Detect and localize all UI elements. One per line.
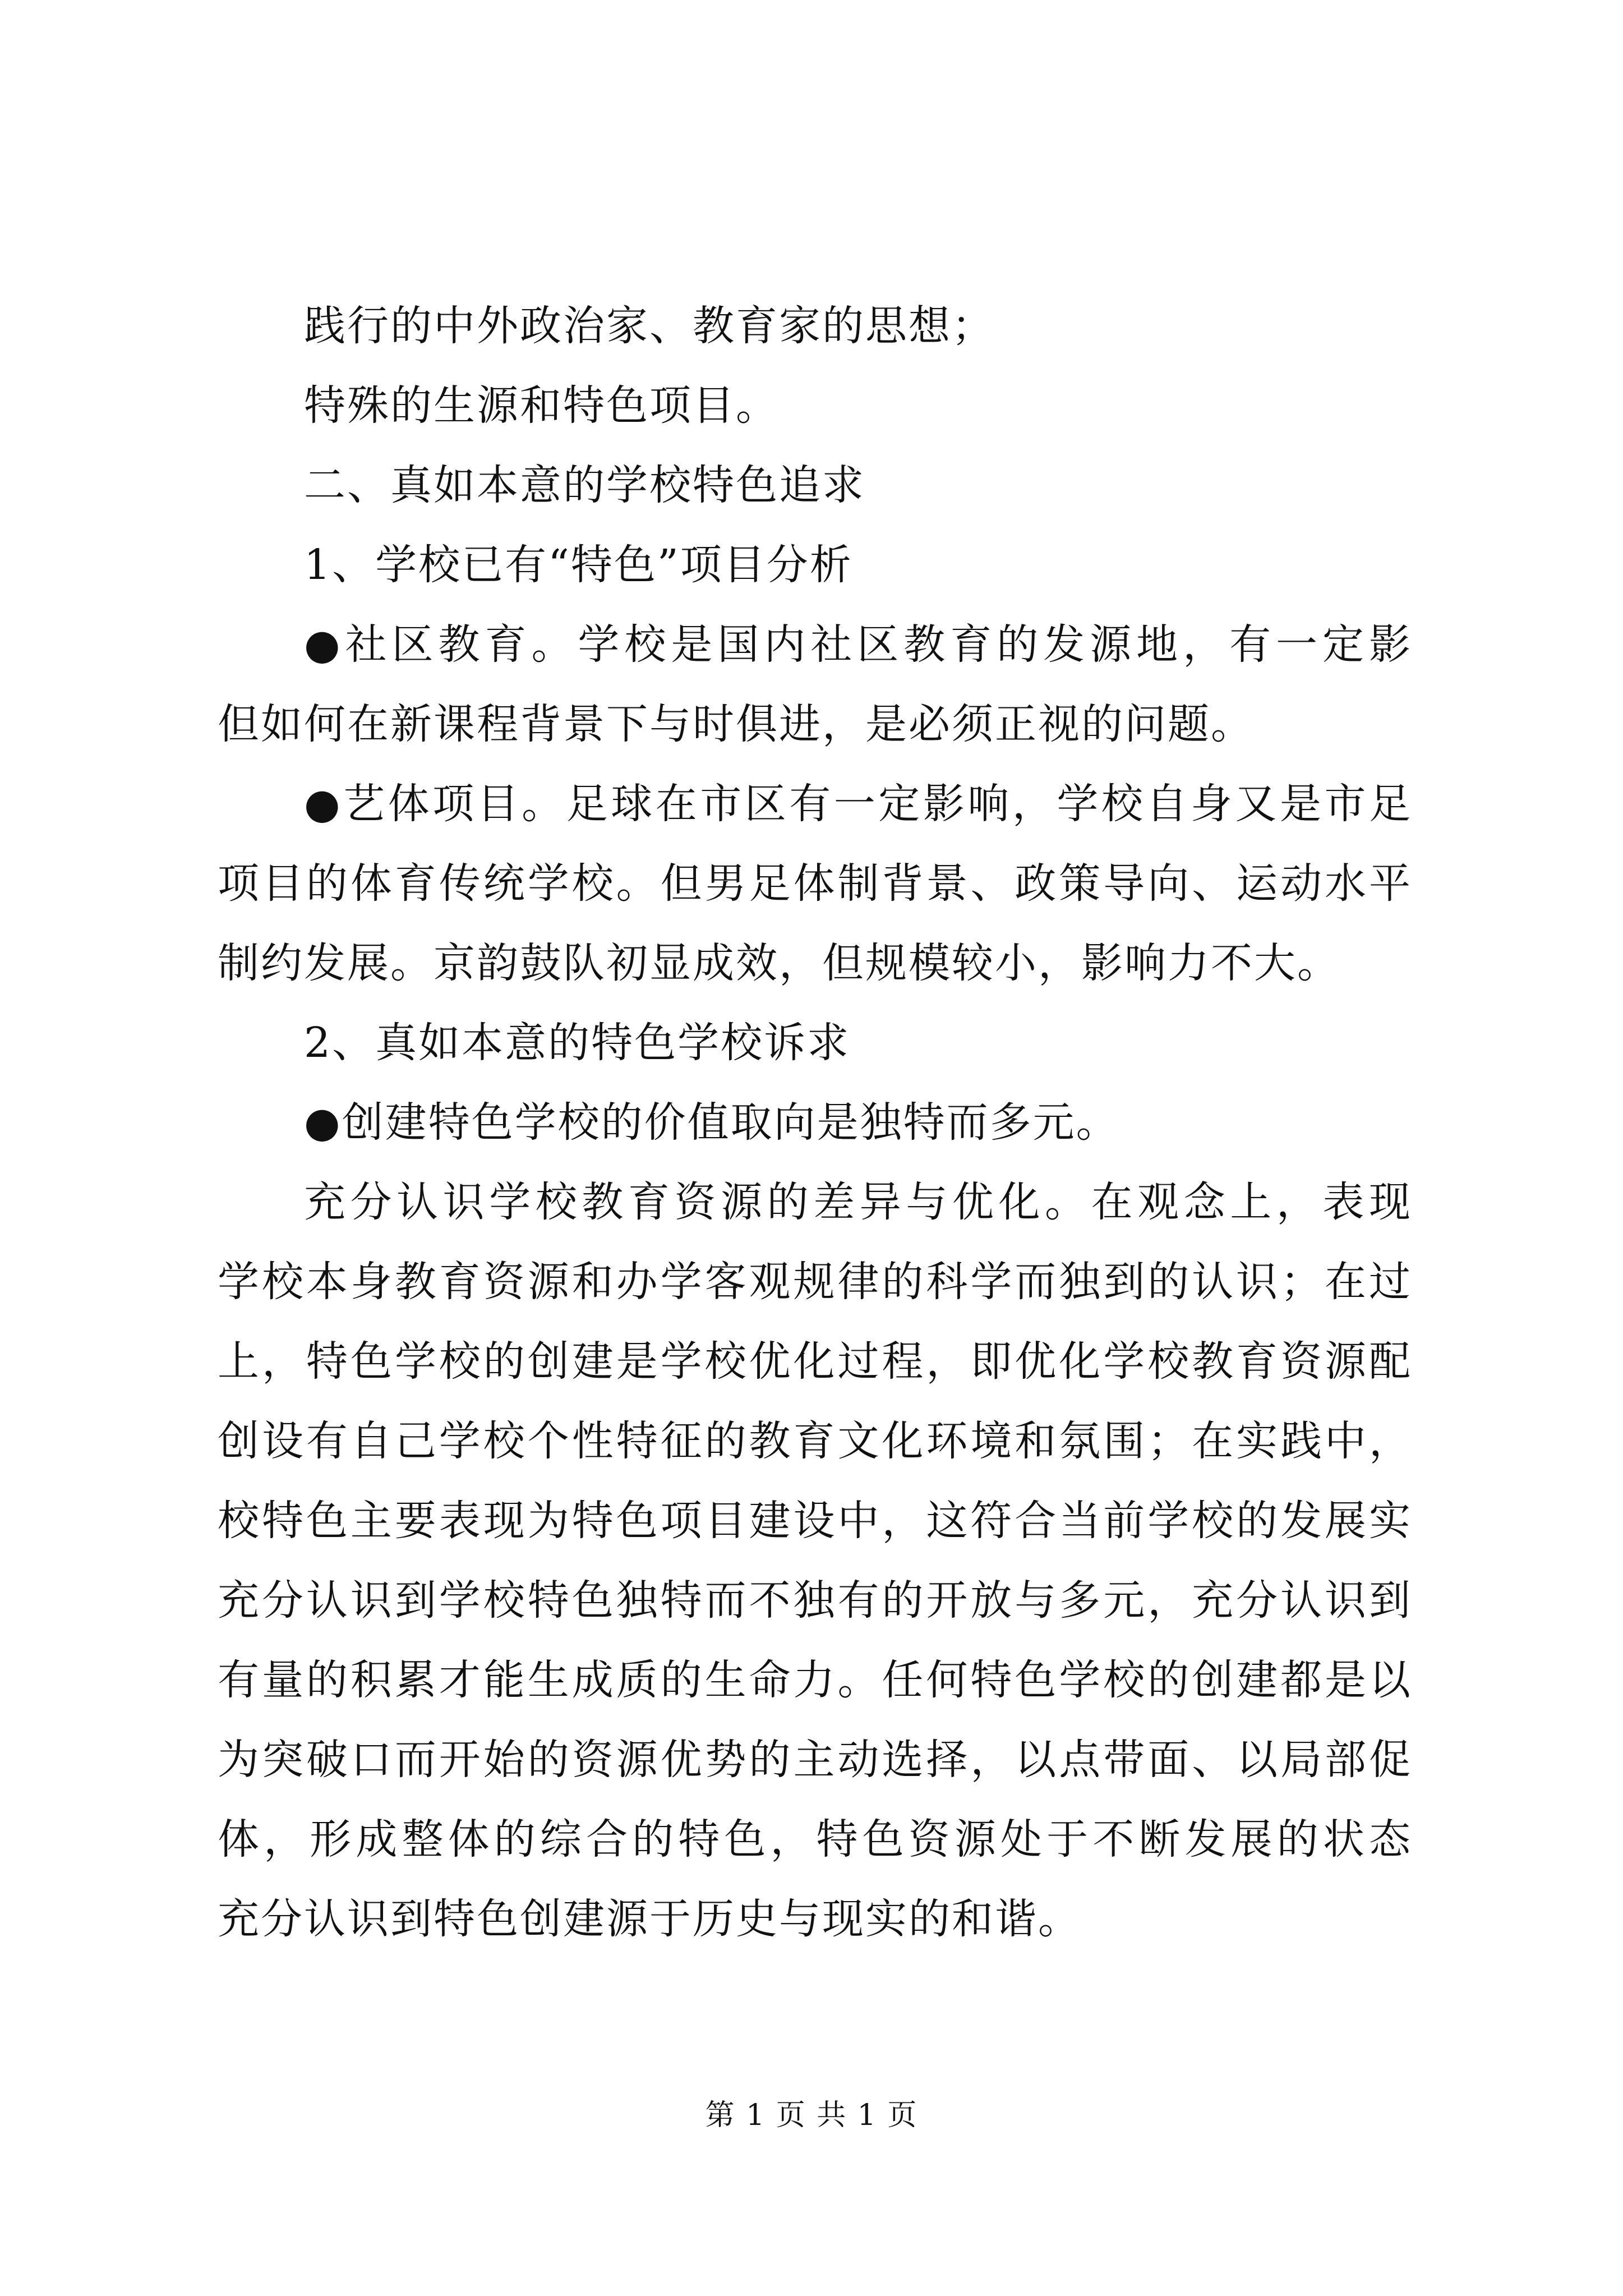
page-number-footer: 第 1 页 共 1 页 xyxy=(705,2099,918,2132)
text-line-2: 特殊的生源和特色项目。 xyxy=(304,381,779,430)
paragraph-line-5: 校特色主要表现为特色项目建设中，这符合当前学校的发展实 xyxy=(218,1497,1412,1545)
section-heading: 二、真如本意的学校特色追求 xyxy=(304,461,865,509)
paragraph-line-2: 学校本身教育资源和办学客观规律的科学而独到的认识；在过 xyxy=(218,1258,1412,1306)
paragraph-line-1: 充分认识学校教育资源的差异与优化。在观念上，表现 xyxy=(304,1178,1412,1226)
paragraph-line-6: 充分认识到学校特色独特而不独有的开放与多元，充分认识到 xyxy=(218,1576,1412,1625)
bullet-arts-sports-line-3: 制约发展。京韵鼓队初显成效，但规模较小，影响力不大。 xyxy=(218,939,1340,987)
text-line-1: 践行的中外政治家、教育家的思想； xyxy=(304,302,995,350)
paragraph-line-9: 体，形成整体的综合的特色，特色资源处于不断发展的状态 xyxy=(218,1815,1412,1864)
paragraph-line-10: 充分认识到特色创建源于历史与现实的和谐。 xyxy=(218,1895,1081,1943)
paragraph-line-7: 有量的积累才能生成质的生命力。任何特色学校的创建都是以 xyxy=(218,1656,1412,1704)
bullet-community-education-line-2: 但如何在新课程背景下与时俱进，是必须正视的问题。 xyxy=(218,700,1254,748)
bullet-community-education-line-1: ●社区教育。学校是国内社区教育的发源地，有一定影 xyxy=(304,620,1412,669)
document-body xyxy=(218,286,1412,1959)
subsection-heading-2: 2、真如本意的特色学校诉求 xyxy=(304,1019,851,1067)
bullet-value-orientation: ●创建特色学校的价值取向是独特而多元。 xyxy=(304,1098,1119,1147)
bullet-arts-sports-line-1: ●艺体项目。足球在市区有一定影响，学校自身又是市足 xyxy=(304,780,1412,828)
paragraph-line-3: 上，特色学校的创建是学校优化过程，即优化学校教育资源配 xyxy=(218,1337,1412,1386)
paragraph-line-4: 创设有自己学校个性特征的教育文化环境和氛围；在实践中， xyxy=(218,1417,1412,1465)
subsection-heading-1: 1、学校已有“特色”项目分析 xyxy=(304,541,853,589)
paragraph-line-8: 为突破口而开始的资源优势的主动选择，以点带面、以局部促 xyxy=(218,1736,1412,1784)
bullet-arts-sports-line-2: 项目的体育传统学校。但男足体制背景、政策导向、运动水平 xyxy=(218,859,1412,908)
